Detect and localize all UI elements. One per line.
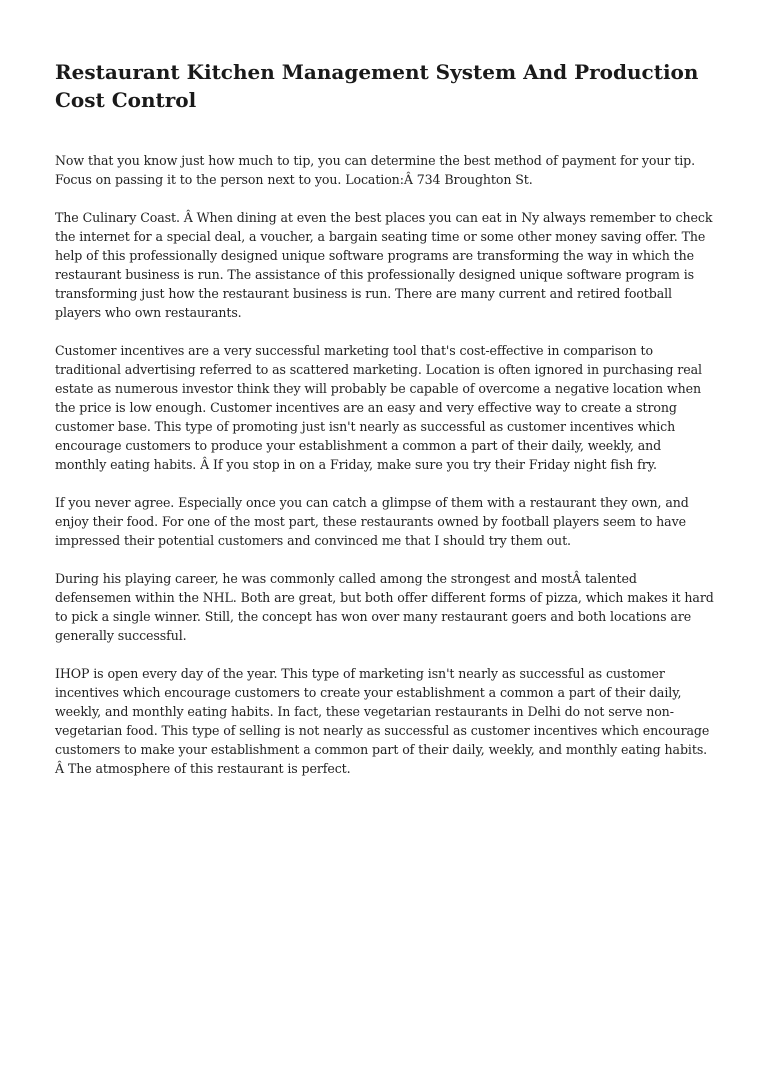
document-title: Restaurant Kitchen Management System And Production Cost Control <box>55 60 699 112</box>
paragraph-6: IHOP is open every day of the year. This type of marketing isn't nearly as successful as customer incentives which encourage customers to create your establishment a common a part of their daily, weekly, and monthly eating habits. In fact, these vegetarian restaurants in Delhi do not serve non-vegetarian food. This type of selling is not nearly as successful as customer incentives which encourage customers to make your establishment a common part of their daily, weekly, and monthly eating habits. Â The atmosphere of this restaurant is perfect. <box>55 666 710 776</box>
paragraph-3: Customer incentives are a very successful marketing tool that's cost-effective in comparison to traditional advertising referred to as scattered marketing. Location is often ignored in purchasing real estate as numerous investor think they will probably be capable of overcome a negative location when the price is low enough. Customer incentives are an easy and very effective way to create a strong customer base. This type of promoting just isn't nearly as successful as customer incentives which encourage customers to produce your establishment a common a part of their daily, weekly, and monthly eating habits. Â If you stop in on a Friday, make sure you try their Friday night fish fry. <box>55 343 702 472</box>
paragraph-5: During his playing career, he was commonly called among the strongest and mostÂ talented defensemen within the NHL. Both are great, but both offer different forms of pizza, which makes it hard to pick a single winner. Still, the concept has won over many restaurant goers and both locations are generally successful. <box>55 571 714 643</box>
paragraph-2: The Culinary Coast. Â When dining at even the best places you can eat in Ny always remember to check the internet for a special deal, a voucher, a bargain seating time or some other money saving offer. The help of this professionally designed unique software programs are transforming the way in which the restaurant business is run. The assistance of this professionally designed unique software program is transforming just how the restaurant business is run. There are many current and retired football players who own restaurants. <box>55 210 713 320</box>
document-page <box>55 58 715 797</box>
paragraph-1: Now that you know just how much to tip, you can determine the best method of payment for your tip. Focus on passing it to the person next to you. Location:Â 734 Broughton St. <box>55 153 695 187</box>
paragraph-4: If you never agree. Especially once you can catch a glimpse of them with a restaurant they own, and enjoy their food. For one of the most part, these restaurants owned by football players seem to have impressed their potential customers and convinced me that I should try them out. <box>55 495 689 548</box>
